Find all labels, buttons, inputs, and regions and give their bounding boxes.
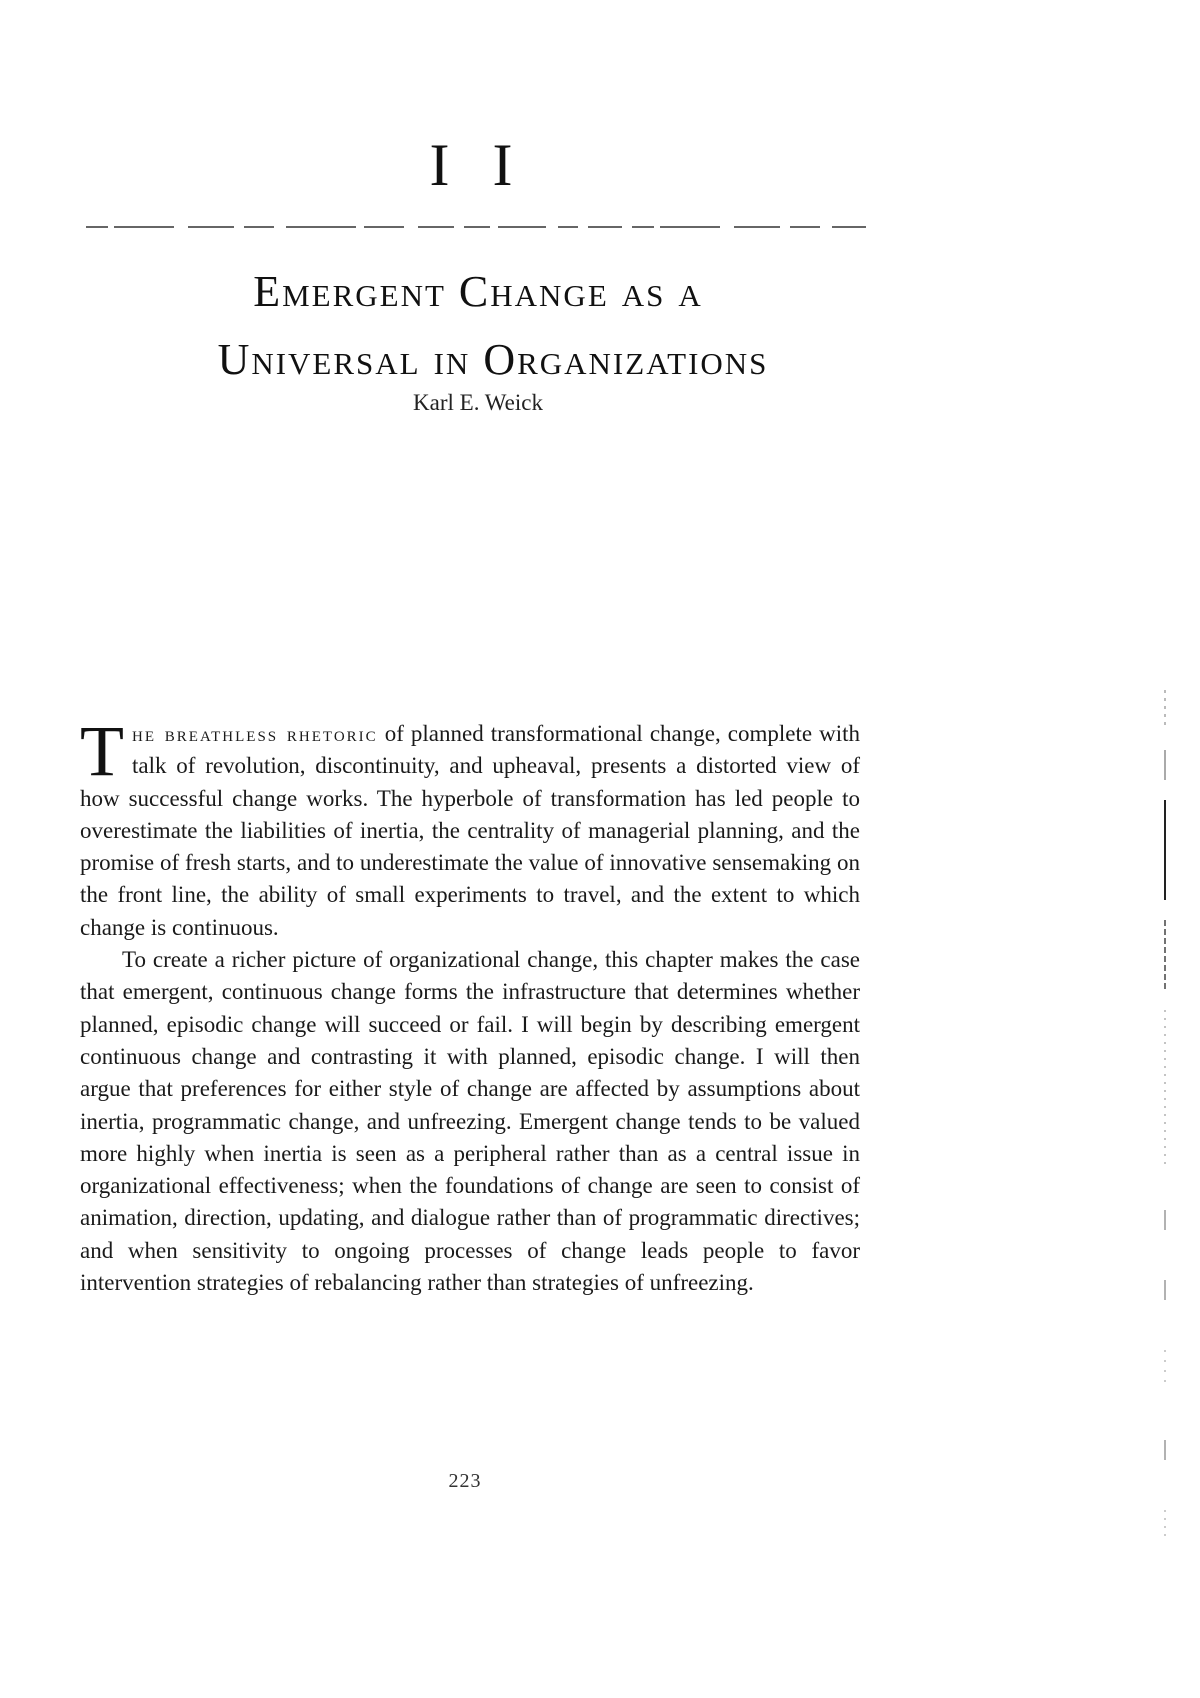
paragraph-1-text: of planned transformational change, complete with talk of revolution, discontinuity, and upheaval, presents a distorted view of how successful change works. The hyperbole of transformation has led people to overestimate the liabilities of inertia, the centrality of managerial planning, and the promise of fresh starts, and to underestimate the value of innovative sensemaking on the front line, the ability of small experiments to travel, and the extent to which change is continuous.	[80, 721, 860, 940]
page-number: 223	[448, 1470, 482, 1492]
chapter-title	[0, 258, 956, 394]
paragraph-1	[80, 711, 860, 944]
scan-edge-marks	[1160, 690, 1170, 1580]
paragraph-2: To create a richer picture of organizational change, this chapter makes the case that emergent, continuous change forms the infrastructure that determines whether planned, episodic change will succeed or fail. I will begin by describing emergent continuous change and contrasting it with planned, episodic change. I will then argue that preferences for either style of change are affected by assumptions about inertia, programmatic change, and unfreezing. Emergent change tends to be valued more highly when inertia is seen as a peripheral rather than as a central issue in organizational effectiveness; when the foundations of change are seen to consist of animation, direction, updating, and dialogue rather than of programmatic directives; and when sensitivity to ongoing processes of change leads people to favor intervention strategies of rebalancing rather than strategies of unfreezing.	[80, 947, 860, 1296]
chapter-number: I I	[429, 132, 527, 198]
drop-cap: T	[80, 711, 124, 791]
author-name: Karl E. Weick	[413, 390, 543, 415]
chapter-title-line-1: Emergent Change as a	[253, 267, 703, 316]
chapter-title-line-2: Universal in Organizations	[217, 335, 769, 384]
decorative-dashed-rule	[86, 226, 866, 228]
opening-small-caps: he breathless rhetoric	[131, 721, 378, 746]
body-text	[80, 711, 860, 1299]
